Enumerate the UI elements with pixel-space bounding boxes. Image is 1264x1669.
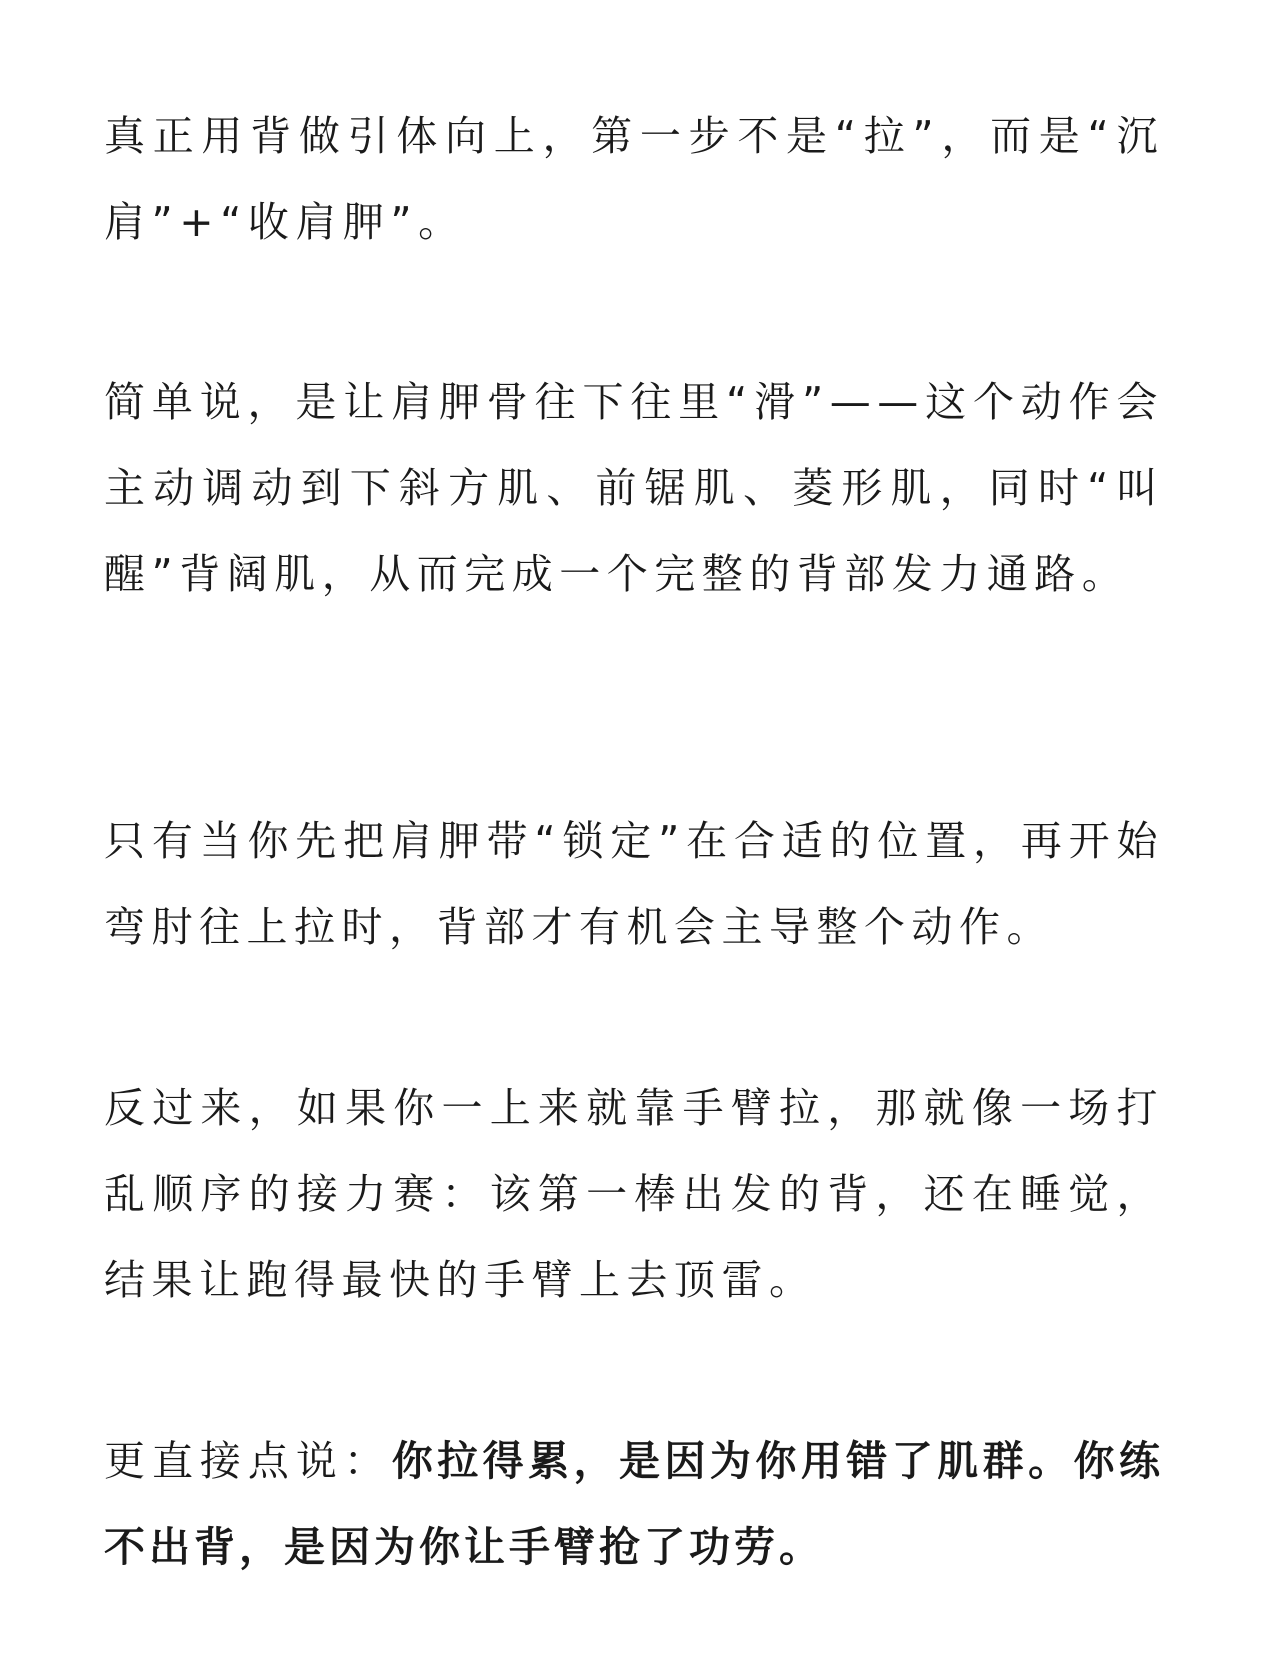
- paragraph-2: 简单说，是让肩胛骨往下往里“滑”——这个动作会主动调动到下斜方肌、前锯肌、菱形肌，同时“叫醒”背阔肌，从而完成一个完整的背部发力通路。: [104, 378, 1164, 598]
- paragraph-5: [104, 1418, 1164, 1590]
- paragraph-5-emphasis: 你拉得累，是因为你用错了肌群。你练不出背，是因为你让手臂抢了功劳。: [104, 1437, 1165, 1571]
- paragraph-5-lead: 更直接点说：: [104, 1437, 392, 1485]
- paragraph-3: 只有当你先把肩胛带“锁定”在合适的位置，再开始弯肘往上拉时，背部才有机会主导整个动作。: [104, 817, 1164, 951]
- paragraph-1: 真正用背做引体向上，第一步不是“拉”，而是“沉肩”+“收肩胛”。: [104, 112, 1164, 246]
- paragraph-4: 反过来，如果你一上来就靠手臂拉，那就像一场打乱顺序的接力赛：该第一棒出发的背，还在睡觉，结果让跑得最快的手臂上去顶雷。: [104, 1084, 1164, 1304]
